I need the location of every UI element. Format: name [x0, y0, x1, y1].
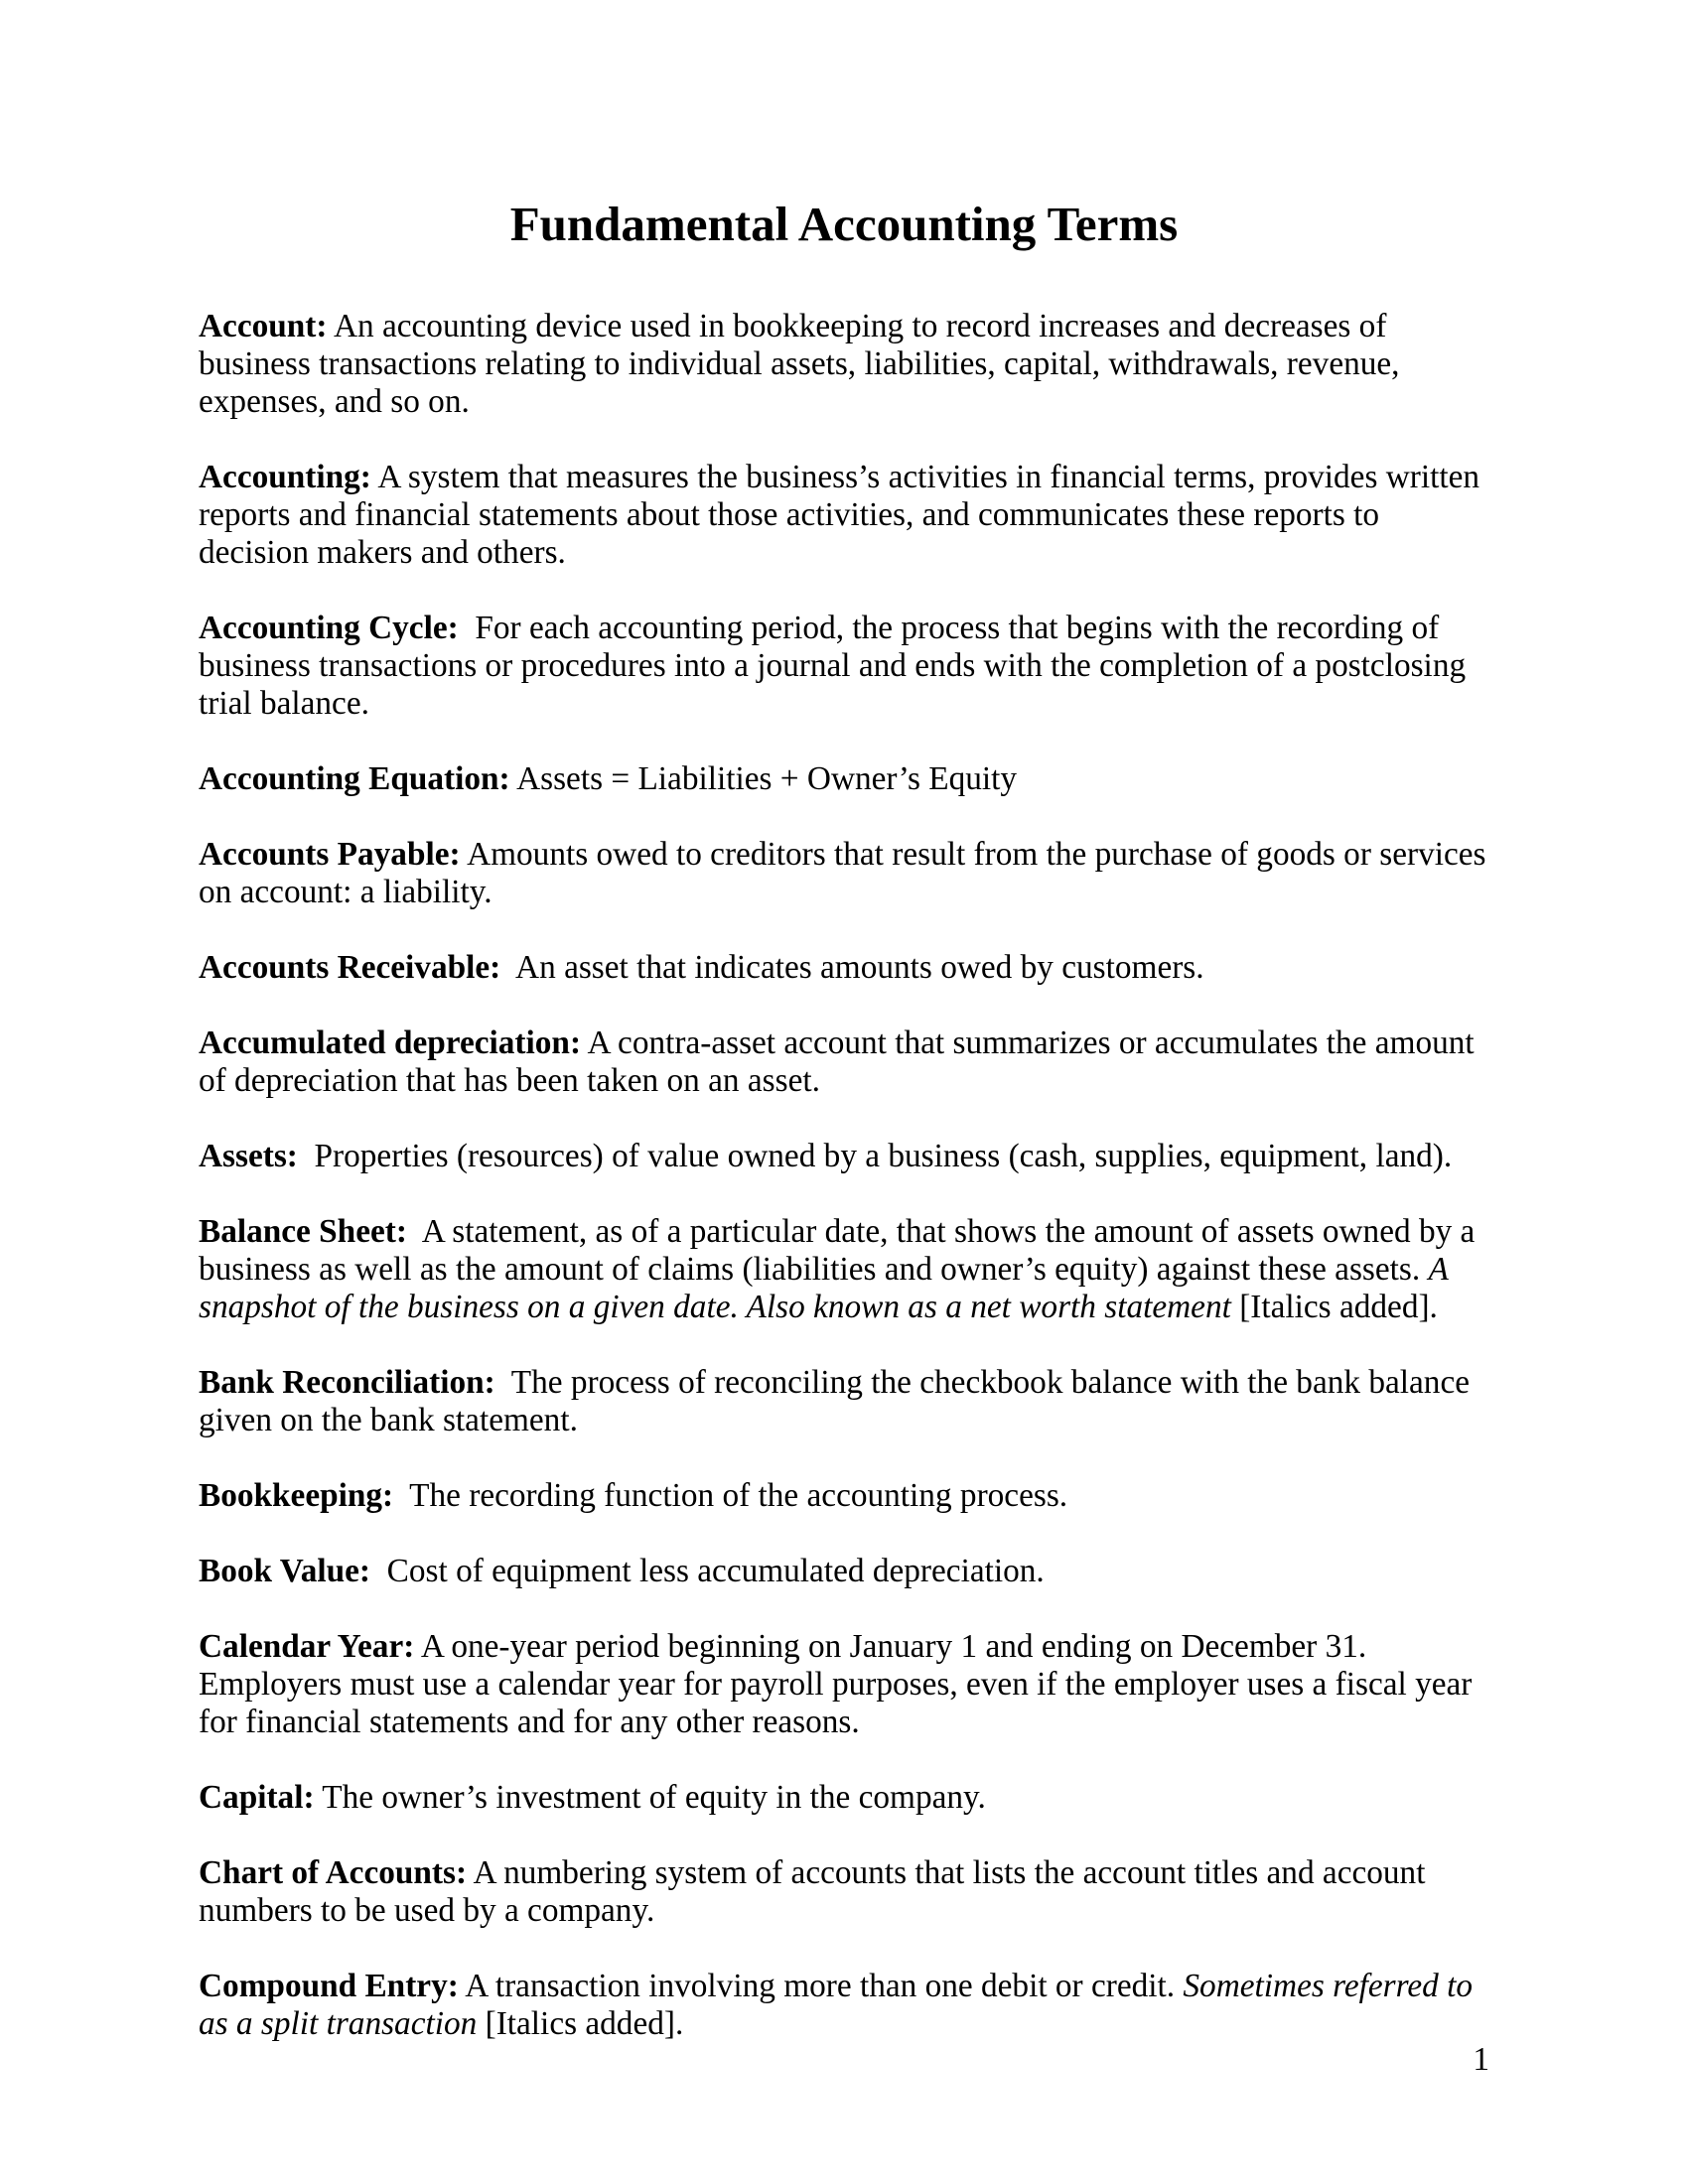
definition-text: A one-year period beginning on January 1 and ending on December 31. Employers must use a calendar year for payroll purposes, even if the employer uses a fiscal year for financial statements and for any other reasons.	[199, 1628, 1480, 1740]
glossary-entry	[199, 1364, 1489, 1439]
page-number: 1	[1473, 2041, 1489, 2078]
glossary-entry	[199, 949, 1489, 987]
glossary-entry	[199, 1213, 1489, 1326]
definition-text: Cost of equipment less accumulated depreciation.	[370, 1553, 1045, 1589]
term-label: Accounting:	[199, 459, 371, 495]
term-label: Bookkeeping:	[199, 1477, 394, 1514]
term-label: Accumulated depreciation:	[199, 1024, 582, 1061]
term-label: Balance Sheet:	[199, 1213, 407, 1250]
glossary-entry	[199, 1628, 1489, 1741]
definition-text: [Italics added].	[1230, 1289, 1438, 1325]
definition-text: A transaction involving more than one debit or credit.	[458, 1968, 1184, 2004]
definition-text-italic: A snapshot of the business on a given date. Also known as a net worth statement	[199, 1251, 1457, 1325]
document-content	[199, 197, 1494, 2043]
definition-text: An accounting device used in bookkeeping to record increases and decreases of business transactions relating to individual assets, liabilities, capital, withdrawals, revenue, expenses, and so on.	[199, 308, 1408, 420]
glossary-entry	[199, 1779, 1489, 1817]
glossary-entry	[199, 610, 1489, 723]
term-label: Calendar Year:	[199, 1628, 415, 1665]
term-label: Compound Entry:	[199, 1968, 459, 2004]
definition-text-italic: Sometimes referred to as a split transaction	[199, 1968, 1481, 2042]
term-label: Book Value:	[199, 1553, 371, 1589]
term-label: Accounts Receivable:	[199, 949, 501, 986]
glossary-entry	[199, 308, 1489, 421]
definition-text: A contra-asset account that summarizes or accumulates the amount of depreciation that has been taken on an asset.	[199, 1024, 1482, 1099]
term-label: Chart of Accounts:	[199, 1854, 468, 1891]
definition-text: The process of reconciling the checkbook balance with the bank balance given on the bank statement.	[199, 1364, 1478, 1438]
glossary-entry	[199, 836, 1494, 911]
definition-text: The recording function of the accounting process.	[393, 1477, 1068, 1514]
definition-text: For each accounting period, the process that begins with the recording of business transactions or procedures into a journal and ends with the completion of a postclosing trial balance.	[199, 610, 1475, 722]
definition-text: Assets = Liabilities + Owner’s Equity	[509, 760, 1018, 797]
term-label: Assets:	[199, 1138, 298, 1174]
definition-text: A statement, as of a particular date, that shows the amount of assets owned by a business as well as the amount of claims (liabilities and owner’s equity) against these assets.	[199, 1213, 1483, 1288]
definition-text: A numbering system of accounts that lists the account titles and account numbers to be used by a company.	[199, 1854, 1434, 1929]
glossary-entry	[199, 1968, 1489, 2043]
glossary-entries	[199, 308, 1494, 2043]
page-title: Fundamental Accounting Terms	[509, 197, 1179, 251]
glossary-entry	[199, 1854, 1489, 1930]
definition-text: Properties (resources) of value owned by a business (cash, supplies, equipment, land).	[297, 1138, 1453, 1174]
term-label: Bank Reconciliation:	[199, 1364, 495, 1401]
term-label: Accounting Cycle:	[199, 610, 459, 646]
glossary-entry	[199, 1138, 1489, 1175]
term-label: Capital:	[199, 1779, 315, 1816]
definition-text: Amounts owed to creditors that result from the purchase of goods or services on account: a liability.	[199, 836, 1494, 910]
glossary-entry	[199, 459, 1489, 572]
definition-text: The owner’s investment of equity in the company.	[314, 1779, 986, 1816]
definition-text: [Italics added].	[477, 2005, 684, 2042]
glossary-entry	[199, 1477, 1489, 1515]
glossary-entry	[199, 1024, 1489, 1100]
term-label: Accounts Payable:	[199, 836, 461, 873]
glossary-entry	[199, 1553, 1489, 1590]
definition-text: An asset that indicates amounts owed by customers.	[500, 949, 1204, 986]
definition-text: A system that measures the business’s activities in financial terms, provides written reports and financial statements about those activities, and communicates these reports to decision makers and others.	[199, 459, 1488, 571]
term-label: Accounting Equation:	[199, 760, 510, 797]
term-label: Account:	[199, 308, 328, 344]
glossary-entry	[199, 760, 1489, 798]
